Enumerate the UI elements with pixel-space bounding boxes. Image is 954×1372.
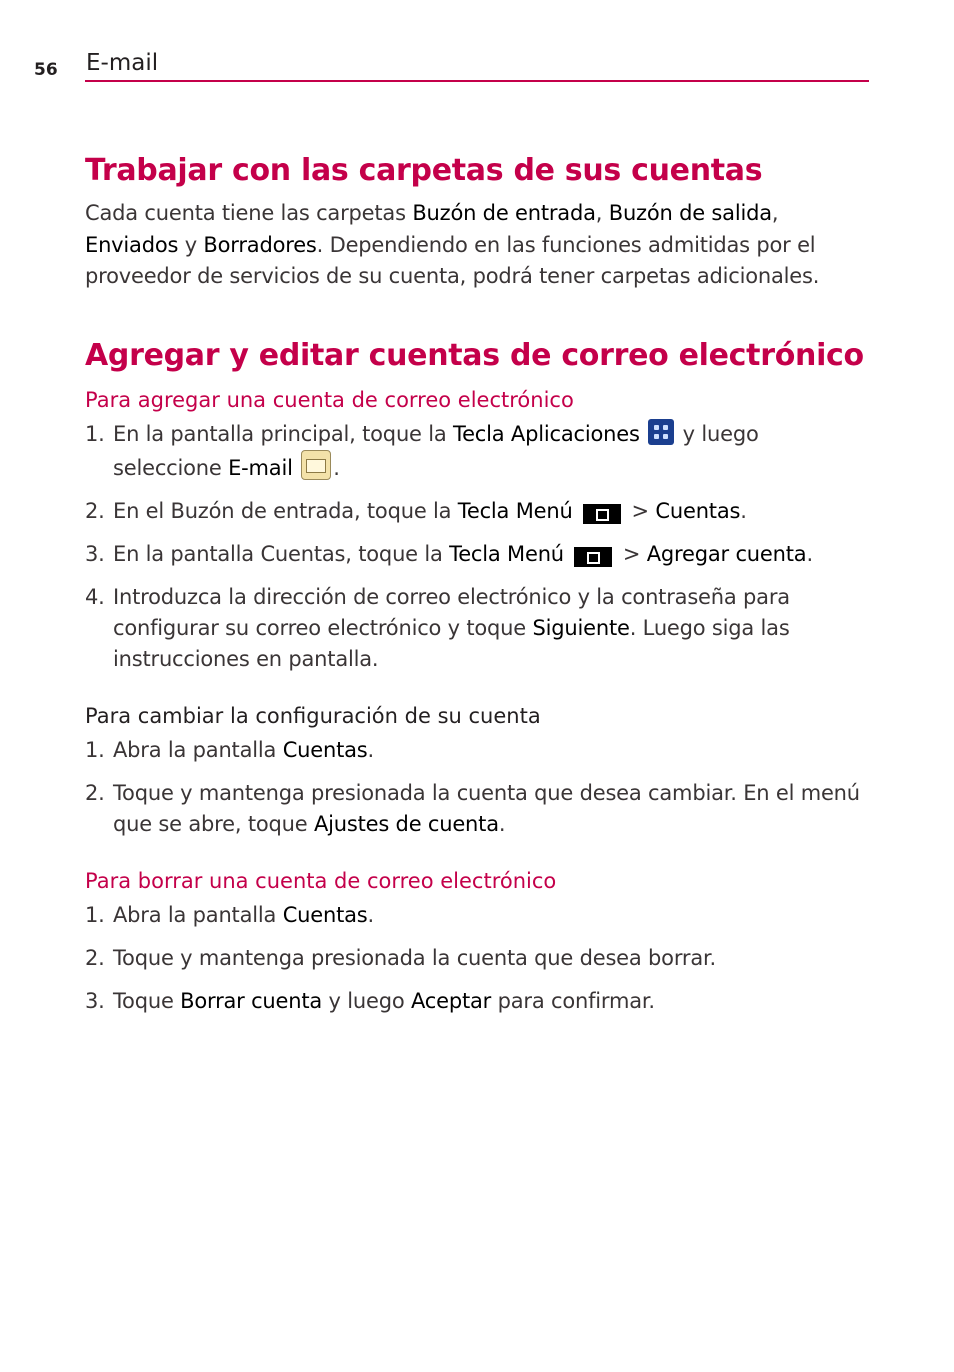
- accounts-label: Cuentas: [282, 737, 368, 762]
- step-number: 2.: [85, 945, 105, 970]
- accounts-label: Cuentas: [655, 498, 741, 523]
- apps-grid-icon: [648, 419, 674, 445]
- text: Toque y mantenga presionada la cuenta que desea borrar.: [113, 945, 716, 970]
- change-config-steps: [85, 735, 865, 840]
- text: .: [367, 737, 375, 762]
- step-number: 2.: [85, 780, 105, 805]
- list-item: [85, 943, 865, 974]
- account-settings-label: Ajustes de cuenta: [313, 811, 499, 836]
- text: . Luego siga las instrucciones en pantalla.: [113, 615, 790, 671]
- add-account-steps: [85, 419, 865, 675]
- step-number: 1.: [85, 421, 105, 446]
- text: >: [625, 498, 656, 523]
- page-number: 56: [34, 60, 58, 80]
- delete-account-label: Borrar cuenta: [180, 988, 323, 1013]
- subheading-change-config: Para cambiar la configuración de su cuenta: [85, 703, 541, 728]
- menu-key-label: Tecla Menú: [449, 541, 564, 566]
- delete-account-steps: [85, 900, 865, 1017]
- next-label: Siguiente: [532, 615, 630, 640]
- text: ,: [595, 201, 609, 225]
- list-item: [85, 582, 865, 675]
- text: En la pantalla principal, toque la: [113, 421, 454, 446]
- text: .: [806, 541, 813, 566]
- section-title-folders: Trabajar con las carpetas de sus cuentas: [85, 153, 763, 188]
- text: .: [740, 498, 747, 523]
- list-item: [85, 419, 865, 484]
- step-number: 3.: [85, 541, 105, 566]
- text: Toque y mantenga presionada la cuenta que desea cambiar. En el menú que se abre, toque: [113, 780, 860, 836]
- text: Abra la pantalla: [113, 737, 283, 762]
- text: .: [498, 811, 506, 836]
- text: Cada cuenta tiene las carpetas: [85, 201, 413, 225]
- list-item: [85, 778, 865, 840]
- accounts-label: Cuentas: [282, 902, 368, 927]
- text: . Dependiendo en las funciones admitidas por el proveedor de servicios de su cuenta, podrá tener carpetas adicionales.: [85, 232, 820, 288]
- list-item: [85, 986, 865, 1017]
- text: .: [333, 455, 340, 480]
- list-item: [85, 496, 865, 527]
- menu-key-icon: [583, 504, 621, 524]
- accept-label: Aceptar: [410, 988, 492, 1013]
- step-number: 3.: [85, 988, 105, 1013]
- menu-key-icon: [574, 547, 612, 567]
- list-item: [85, 900, 865, 931]
- text: >: [616, 541, 647, 566]
- step-number: 1.: [85, 737, 105, 762]
- subheading-delete-account: Para borrar una cuenta de correo electrónico: [85, 868, 557, 893]
- text: Abra la pantalla: [113, 902, 283, 927]
- step-number: 2.: [85, 498, 105, 523]
- folders-paragraph: [85, 198, 865, 293]
- list-item: [85, 735, 865, 766]
- folder-drafts: Borradores: [203, 232, 317, 257]
- text: y: [178, 232, 204, 257]
- subheading-add-account: Para agregar una cuenta de correo electrónico: [85, 387, 574, 412]
- text: .: [367, 902, 375, 927]
- text: y luego: [322, 988, 411, 1013]
- text: En la pantalla Cuentas, toque la: [113, 541, 450, 566]
- apps-key-label: Tecla Aplicaciones: [453, 421, 640, 446]
- add-account-label: Agregar cuenta: [646, 541, 807, 566]
- folder-inbox: Buzón de entrada: [412, 201, 596, 225]
- text: En el Buzón de entrada, toque la: [113, 498, 458, 523]
- header-rule: [85, 80, 869, 82]
- step-number: 1.: [85, 902, 105, 927]
- text: Toque: [113, 988, 181, 1013]
- text: Introduzca la dirección de correo electrónico y la contraseña para configurar su correo electrónico y toque: [113, 584, 790, 640]
- email-app-label: E-mail: [228, 455, 293, 480]
- page-content: [85, 150, 865, 1029]
- menu-key-label: Tecla Menú: [457, 498, 573, 523]
- folder-sent: Enviados: [85, 232, 179, 257]
- section-name: E-mail: [86, 50, 159, 76]
- section-title-accounts: Agregar y editar cuentas de correo electrónico: [85, 337, 864, 373]
- folder-outbox: Buzón de salida: [608, 201, 772, 225]
- text: ,: [771, 201, 779, 225]
- text: para confirmar.: [491, 988, 655, 1013]
- list-item: [85, 539, 865, 570]
- step-number: 4.: [85, 584, 105, 609]
- text: y luego seleccione: [113, 421, 759, 480]
- email-envelope-icon: [301, 450, 331, 480]
